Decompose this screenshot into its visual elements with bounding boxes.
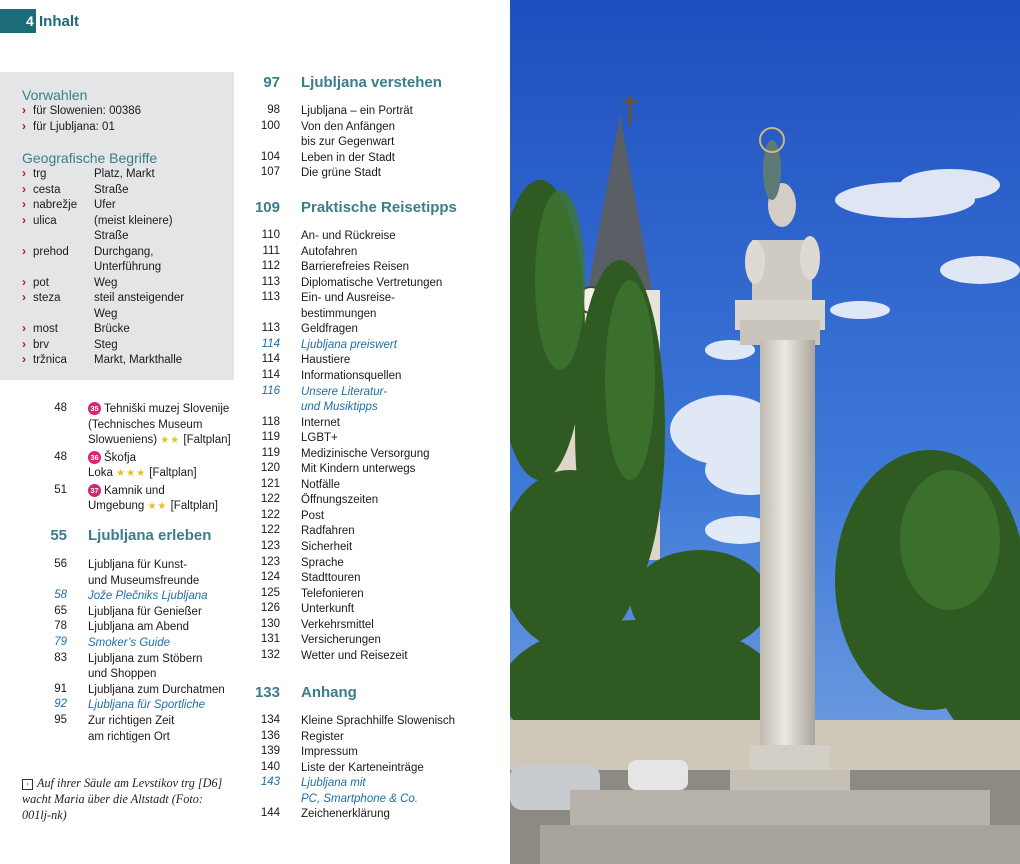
vorwahlen-title: Vorwahlen bbox=[22, 87, 88, 103]
toc-entry-line: Diplomatische Vertretungen bbox=[301, 276, 443, 289]
toc-entry-line: Telefonieren bbox=[301, 587, 364, 600]
chevron-right-icon: › bbox=[22, 119, 26, 133]
geo-term: prehod bbox=[33, 245, 69, 258]
toc-page-number: 58 bbox=[54, 589, 67, 602]
rating-stars: ★★ bbox=[147, 501, 168, 512]
toc-entry-line: und Shoppen bbox=[88, 668, 157, 681]
chapter-title: Inhalt bbox=[39, 13, 79, 30]
toc-page-number: 126 bbox=[260, 602, 280, 615]
toc-entry-line: Von den Anfängen bbox=[301, 120, 396, 133]
toc-page-number: 100 bbox=[260, 119, 280, 132]
toc-page-number: 114 bbox=[261, 368, 280, 381]
toc-entry-line: Impressum bbox=[301, 746, 358, 759]
toc-page-number: 120 bbox=[260, 462, 280, 475]
rating-stars: ★★ bbox=[160, 435, 181, 446]
toc-page-number: 92 bbox=[54, 698, 67, 711]
toc-section-title: Anhang bbox=[301, 684, 357, 701]
toc-entry-line bbox=[88, 433, 231, 449]
toc-entry-text: Škofja bbox=[104, 451, 136, 464]
geo-term: ulica bbox=[33, 214, 57, 227]
toc-page-number: 91 bbox=[54, 682, 67, 695]
toc-entry-line: Ljubljana für Kunst- bbox=[88, 559, 188, 571]
toc-entry-line: Jože Plečniks Ljubljana bbox=[88, 590, 208, 603]
toc-page-number: 123 bbox=[260, 540, 280, 552]
toc-entry-text: Tehniški muzej Slovenije bbox=[104, 403, 230, 415]
toc-entry-line: Haustiere bbox=[301, 354, 351, 367]
geo-terms-title: Geografische Begriffe bbox=[22, 150, 158, 166]
vorwahl-line: für Ljubljana: 01 bbox=[33, 121, 115, 133]
toc-entry-line: Leben in der Stadt bbox=[301, 151, 395, 164]
toc-entry-line bbox=[88, 466, 197, 482]
toc-entry-line: Smoker’s Guide bbox=[88, 637, 171, 649]
chevron-right-icon: › bbox=[22, 243, 26, 258]
toc-page-number: 125 bbox=[260, 586, 280, 599]
toc-entry-line: am richtigen Ort bbox=[88, 730, 170, 743]
toc-entry-line: Radfahren bbox=[301, 525, 355, 538]
toc-entry-line: Ljubljana für Sportliche bbox=[88, 699, 205, 712]
toc-page-number: 111 bbox=[262, 244, 280, 257]
geo-term-definition: Straße bbox=[94, 183, 129, 196]
toc-entry-line: Die grüne Stadt bbox=[301, 167, 381, 180]
chevron-right-icon: › bbox=[22, 352, 26, 366]
toc-page-number: 134 bbox=[260, 714, 280, 726]
toc-entry-line bbox=[88, 418, 202, 434]
toc-page-number: 122 bbox=[260, 493, 280, 506]
toc-entry-line: Medizinische Versorgung bbox=[301, 447, 430, 460]
geo-term-definition: Weg bbox=[94, 307, 118, 320]
geo-term: cesta bbox=[33, 183, 61, 196]
geo-term: pot bbox=[33, 276, 49, 289]
chevron-right-icon: › bbox=[22, 181, 26, 196]
chevron-right-icon: › bbox=[22, 197, 26, 211]
toc-section-title: Ljubljana erleben bbox=[88, 527, 212, 544]
chevron-right-icon: › bbox=[22, 321, 26, 335]
geo-term-definition: Steg bbox=[94, 338, 118, 351]
toc-page-number: 107 bbox=[260, 166, 280, 179]
toc-section-title: Praktische Reisetipps bbox=[301, 199, 457, 216]
toc-entry-line bbox=[88, 499, 218, 515]
toc-entry-line: Öffnungszeiten bbox=[301, 494, 379, 507]
toc-entry-text: (Technisches Museum bbox=[88, 418, 203, 431]
toc-page-number: 119 bbox=[261, 431, 280, 444]
toc-entry-line: Internet bbox=[301, 416, 340, 429]
toc-page-number: 132 bbox=[260, 648, 280, 661]
chevron-right-icon: › bbox=[22, 336, 26, 351]
toc-page-number: 116 bbox=[261, 384, 280, 397]
geo-term-definition: Unterführung bbox=[94, 261, 162, 273]
page-number: 4 bbox=[26, 13, 34, 29]
toc-page-number: 113 bbox=[261, 275, 280, 288]
toc-entry-line: Ljubljana mit bbox=[301, 777, 366, 790]
geo-term-definition: Markt, Markthalle bbox=[94, 354, 183, 366]
toc-entry-line: Geldfragen bbox=[301, 323, 358, 336]
toc-entry-line: Ljubljana preiswert bbox=[301, 338, 397, 351]
toc-entry-line: Wetter und Reisezeit bbox=[301, 649, 408, 662]
geo-term-definition: steil ansteigender bbox=[94, 292, 185, 304]
toc-entry-line: Post bbox=[301, 509, 325, 522]
toc-entry-line: Unterkunft bbox=[301, 603, 355, 616]
photo-caption bbox=[22, 775, 232, 823]
toc-page-number: 110 bbox=[261, 229, 280, 241]
chevron-right-icon: › bbox=[22, 166, 26, 180]
geo-term: nabrežje bbox=[33, 199, 78, 211]
toc-entry-line: An- und Rückreise bbox=[301, 230, 396, 242]
toc-entry-line: Autofahren bbox=[301, 245, 358, 258]
toc-page-number: 104 bbox=[260, 150, 280, 163]
toc-entry-line: Versicherungen bbox=[301, 634, 381, 647]
geo-term: trg bbox=[33, 168, 47, 180]
toc-entry-line: Verkehrsmittel bbox=[301, 618, 374, 631]
geo-term: most bbox=[33, 323, 58, 335]
geo-term-definition: (meist kleinere) bbox=[94, 214, 173, 227]
toc-entry-line: Sicherheit bbox=[301, 541, 353, 553]
toc-entry-line: PC, Smartphone & Co. bbox=[301, 792, 418, 805]
caption-text: Auf ihrer Säule am Levstikov trg [D6] wacht Maria über die Altstadt (Foto: 001lj-nk) bbox=[22, 776, 223, 822]
toc-entry-line: Ein- und Ausreise- bbox=[301, 292, 395, 305]
toc-page-number: 113 bbox=[261, 322, 280, 335]
toc-entry-line: LGBT+ bbox=[301, 432, 338, 445]
toc-entry-line: und Museumsfreunde bbox=[88, 574, 200, 587]
toc-entry-text: Slowueniens) bbox=[88, 434, 158, 446]
geo-term: steza bbox=[33, 292, 61, 304]
geo-term-definition: Straße bbox=[94, 230, 129, 242]
toc-page-number: 83 bbox=[54, 651, 67, 664]
toc-section-page: 109 bbox=[254, 199, 280, 216]
toc-section-page: 133 bbox=[254, 684, 280, 701]
geo-term: brv bbox=[33, 338, 49, 351]
toc-entry-line bbox=[88, 484, 165, 500]
toc-page-number: 121 bbox=[260, 477, 280, 490]
geo-term-definition: Durchgang, bbox=[94, 245, 154, 258]
toc-entry-line: Zur richtigen Zeit bbox=[88, 715, 175, 727]
toc-section-page: 55 bbox=[50, 527, 67, 544]
toc-entry-line: Ljubljana zum Stöbern bbox=[88, 652, 203, 665]
vorwahl-line: für Slowenien: 00386 bbox=[33, 105, 142, 117]
toc-entry-line: Ljubljana – ein Porträt bbox=[301, 105, 413, 117]
toc-entry-text: Loka bbox=[88, 467, 113, 479]
toc-page-number: 48 bbox=[54, 450, 67, 463]
geo-term-definition: Weg bbox=[94, 276, 118, 289]
geo-term-definition: Ufer bbox=[94, 199, 116, 211]
chevron-right-icon: › bbox=[22, 103, 26, 117]
toc-entry-line: Zeichenerklärung bbox=[301, 808, 390, 821]
chevron-right-icon: › bbox=[22, 290, 26, 304]
geo-term: tržnica bbox=[33, 354, 67, 366]
toc-page-number: 98 bbox=[267, 104, 280, 116]
map-reference: [Faltplan] bbox=[149, 467, 197, 479]
toc-entry-line: Unsere Literatur- bbox=[301, 385, 388, 398]
toc-entry-line bbox=[88, 451, 136, 467]
toc-entry-line bbox=[88, 402, 229, 418]
toc-page-number: 78 bbox=[54, 620, 67, 633]
rating-stars: ★★★ bbox=[116, 468, 147, 479]
toc-entry-line: Stadttouren bbox=[301, 572, 361, 585]
toc-page-number: 79 bbox=[54, 636, 67, 648]
toc-entry-line: Ljubljana zum Durchatmen bbox=[88, 683, 225, 696]
toc-entry-line: Ljubljana am Abend bbox=[88, 621, 190, 634]
toc-page-number: 114 bbox=[261, 337, 280, 350]
toc-entry-line: bis zur Gegenwart bbox=[301, 136, 395, 149]
geo-term-definition: Platz, Markt bbox=[94, 168, 155, 180]
toc-section-title: Ljubljana verstehen bbox=[301, 74, 442, 91]
toc-page-number: 122 bbox=[260, 508, 280, 521]
toc-section-page: 97 bbox=[263, 74, 280, 91]
toc-entry-line: Kleine Sprachhilfe Slowenisch bbox=[301, 715, 456, 727]
toc-page-number: 143 bbox=[260, 776, 280, 789]
toc-page-number: 122 bbox=[260, 524, 280, 537]
toc-page-number: 139 bbox=[260, 745, 280, 758]
toc-entry-line: bestimmungen bbox=[301, 307, 377, 320]
toc-page-number: 51 bbox=[54, 483, 67, 496]
toc-page-number: 131 bbox=[260, 633, 280, 646]
poi-number-badge: 36 bbox=[88, 451, 101, 464]
toc-entry-text: Umgebung bbox=[88, 500, 145, 512]
chevron-right-icon: › bbox=[22, 274, 26, 289]
toc-page-number: 124 bbox=[260, 571, 280, 584]
toc-page-number: 113 bbox=[261, 291, 280, 304]
arrow-box-icon: › bbox=[22, 779, 33, 790]
toc-entry-line: Ljubljana für Genießer bbox=[88, 605, 202, 618]
toc-page-number: 140 bbox=[260, 760, 280, 773]
toc-page-number: 56 bbox=[54, 558, 67, 570]
toc-entry-line: und Musiktipps bbox=[301, 401, 378, 413]
toc-entry-line: Liste der Karteneinträge bbox=[301, 761, 424, 774]
poi-number-badge: 35 bbox=[88, 402, 101, 415]
toc-page-number: 130 bbox=[260, 617, 280, 630]
geo-term-definition: Brücke bbox=[94, 323, 130, 335]
toc-entry-text: Kamnik und bbox=[104, 484, 165, 497]
toc-entry-line: Mit Kindern unterwegs bbox=[301, 463, 416, 476]
map-reference: [Faltplan] bbox=[183, 434, 231, 446]
poi-number-badge: 37 bbox=[88, 484, 101, 497]
toc-page-number: 118 bbox=[261, 415, 280, 428]
map-reference: [Faltplan] bbox=[170, 500, 218, 512]
toc-entry-line: Register bbox=[301, 730, 344, 743]
toc-page-number: 112 bbox=[261, 260, 280, 273]
toc-page-number: 114 bbox=[261, 353, 280, 366]
toc-entry-line: Notfälle bbox=[301, 478, 340, 491]
marian-column-photo bbox=[510, 0, 1020, 864]
toc-page-number: 95 bbox=[54, 714, 67, 726]
toc-page-number: 119 bbox=[261, 446, 280, 459]
toc-page-number: 48 bbox=[54, 402, 67, 414]
toc-entry-line: Barrierefreies Reisen bbox=[301, 261, 410, 274]
toc-page-number: 65 bbox=[54, 604, 67, 617]
toc-page-number: 136 bbox=[260, 729, 280, 742]
toc-page-number: 123 bbox=[260, 555, 280, 568]
chevron-right-icon: › bbox=[22, 212, 26, 227]
toc-entry-line: Informationsquellen bbox=[301, 369, 402, 382]
toc-page-number: 144 bbox=[260, 807, 280, 820]
toc-entry-line: Sprache bbox=[301, 556, 344, 569]
